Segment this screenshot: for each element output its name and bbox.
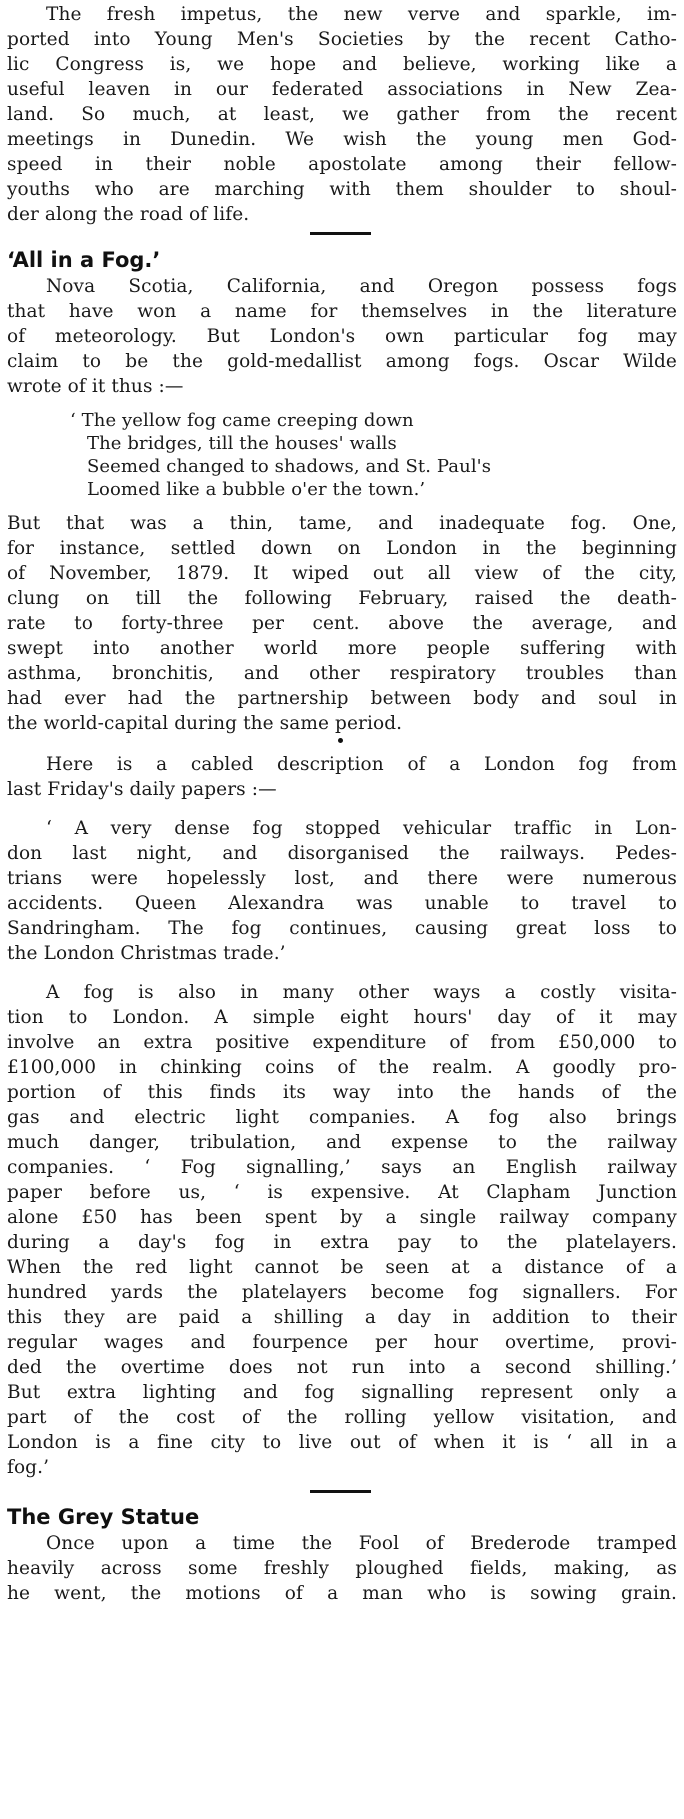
paragraph-line: But extra lighting and fog signalling represent only a: [7, 1382, 677, 1403]
paragraph-line: When the red light cannot be seen at a distance of a: [7, 1257, 677, 1278]
paragraph-line: £100,000 in chinking coins of the realm. A goodly pro-: [7, 1057, 677, 1078]
paragraph-line: wrote of it thus :—: [7, 376, 184, 397]
poem-line: Seemed changed to shadows, and St. Paul's: [87, 456, 492, 477]
paragraph-line: during a day's fog in extra pay to the platelayers.: [7, 1232, 677, 1253]
section-divider: [310, 1490, 371, 1493]
paragraph-line: heavily across some freshly ploughed fields, making, as: [7, 1558, 677, 1579]
paragraph-line: had ever had the partnership between body and soul in: [7, 688, 677, 709]
section-heading: ‘All in a Fog.’: [7, 248, 161, 272]
paragraph-line: A fog is also in many other ways a costly visita-: [46, 982, 677, 1003]
paragraph-line: lic Congress is, we hope and believe, working like a: [7, 54, 677, 75]
printer-mark: [338, 738, 343, 743]
quote-line: don last night, and disorganised the railways. Pedes-: [7, 843, 677, 864]
paragraph-line: London is a fine city to live out of when it is ‘ all in a: [7, 1432, 677, 1453]
paragraph-line: Once upon a time the Fool of Brederode tramped: [46, 1533, 677, 1554]
quote-line: ‘ A very dense fog stopped vehicular traffic in Lon-: [46, 818, 677, 839]
paragraph-line: swept into another world more people suffering with: [7, 638, 677, 659]
paragraph-line: paper before us, ‘ is expensive. At Clapham Junction: [7, 1182, 677, 1203]
paragraph-line: claim to be the gold-medallist among fogs. Oscar Wilde: [7, 351, 677, 372]
paragraph-line: The fresh impetus, the new verve and sparkle, im-: [46, 4, 677, 25]
poem-line: ‘ The yellow fog came creeping down: [70, 410, 414, 431]
paragraph-line: much danger, tribulation, and expense to the railway: [7, 1132, 677, 1153]
paragraph-line: he went, the motions of a man who is sowing grain.: [7, 1583, 677, 1604]
paragraph-line: hundred yards the platelayers become fog signallers. For: [7, 1282, 677, 1303]
paragraph-line: companies. ‘ Fog signalling,’ says an English railway: [7, 1157, 677, 1178]
poem-line: The bridges, till the houses' walls: [87, 433, 397, 454]
paragraph-line: Nova Scotia, California, and Oregon possess fogs: [46, 276, 677, 297]
paragraph-line: for instance, settled down on London in the beginning: [7, 538, 677, 559]
paragraph-line: der along the road of life.: [7, 204, 250, 225]
paragraph-line: part of the cost of the rolling yellow visitation, and: [7, 1407, 677, 1428]
paragraph-line: that have won a name for themselves in the literature: [7, 301, 677, 322]
paragraph-line: meetings in Dunedin. We wish the young men God-: [7, 129, 677, 150]
section-divider: [310, 232, 371, 235]
section-heading: The Grey Statue: [7, 1505, 200, 1529]
paragraph-line: Here is a cabled description of a London fog from: [46, 754, 677, 775]
paragraph-line: land. So much, at least, we gather from the recent: [7, 104, 677, 125]
paragraph-line: tion to London. A simple eight hours' day of it may: [7, 1007, 677, 1028]
paragraph-line: fog.’: [7, 1457, 50, 1478]
paragraph-line: useful leaven in our federated associations in New Zea-: [7, 79, 677, 100]
quote-line: trians were hopelessly lost, and there were numerous: [7, 868, 677, 889]
paragraph-line: of November, 1879. It wiped out all view of the city,: [7, 563, 677, 584]
paragraph-line: clung on till the following February, raised the death-: [7, 588, 677, 609]
quote-line: Sandringham. The fog continues, causing great loss to: [7, 918, 677, 939]
paragraph-line: the world-capital during the same period.: [7, 713, 403, 734]
poem-line: Loomed like a bubble o'er the town.’: [87, 479, 426, 500]
paragraph-line: last Friday's daily papers :—: [7, 779, 277, 800]
quote-line: accidents. Queen Alexandra was unable to travel to: [7, 893, 677, 914]
paragraph-line: involve an extra positive expenditure of from £50,000 to: [7, 1032, 677, 1053]
paragraph-line: this they are paid a shilling a day in addition to their: [7, 1307, 677, 1328]
paragraph-line: portion of this finds its way into the hands of the: [7, 1082, 677, 1103]
paragraph-line: rate to forty-three per cent. above the average, and: [7, 613, 677, 634]
paragraph-line: speed in their noble apostolate among their fellow-: [7, 154, 677, 175]
paragraph-line: youths who are marching with them shoulder to shoul-: [7, 179, 677, 200]
quote-line: the London Christmas trade.’: [7, 943, 286, 964]
paragraph-line: asthma, bronchitis, and other respiratory troubles than: [7, 663, 677, 684]
paragraph-line: of meteorology. But London's own particular fog may: [7, 326, 677, 347]
paragraph-line: But that was a thin, tame, and inadequate fog. One,: [7, 513, 677, 534]
paragraph-line: gas and electric light companies. A fog also brings: [7, 1107, 677, 1128]
paragraph-line: regular wages and fourpence per hour overtime, provi-: [7, 1332, 677, 1353]
paragraph-line: ded the overtime does not run into a second shilling.’: [7, 1357, 677, 1378]
paragraph-line: alone £50 has been spent by a single railway company: [7, 1207, 677, 1228]
paragraph-line: ported into Young Men's Societies by the recent Catho-: [7, 29, 677, 50]
